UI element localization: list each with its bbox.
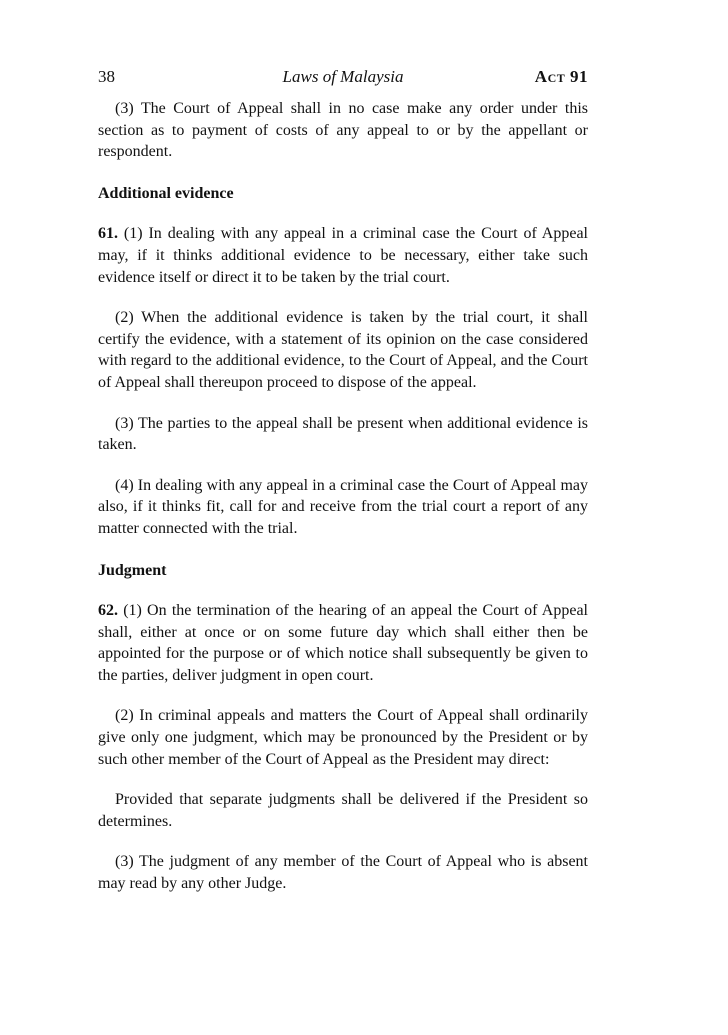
act-label: Act 91 [534,67,588,86]
section-62-subsection-2: (2) In criminal appeals and matters the Court of Appeal shall ordinarily give only one judgment, which may be pronounced by the President or by such other member of the Court of Appeal as the President may direct: [98,707,588,768]
section-60-subsection-3: (3) The Court of Appeal shall in no case make any order under this section as to payment of costs of any appeal to or by the appellant or respondent. [98,100,588,161]
section-61-subsection-3: (3) The parties to the appeal shall be present when additional evidence is taken. [98,414,588,454]
page-number: 38 [98,67,115,86]
section-62-subsection-1-text: (1) On the termination of the hearing of an appeal the Court of Appeal shall, either at once or on some future day which shall either then be appointed for the purpose or of which notice shall subsequently be given to the parties, deliver judgment in open court. [98,602,589,684]
section-62-number: 62. [98,602,118,620]
running-header [98,66,588,90]
document-page [98,66,588,895]
section-61-subsection-2: (2) When the additional evidence is taken by the trial court, it shall certify the evidence, with a statement of its opinion on the case considered with regard to the additional evidence, to the Court of Appeal, and the Court of Appeal shall thereupon proceed to dispose of the appeal. [98,309,588,391]
book-title: Laws of Malaysia [282,67,404,86]
section-62-subsection-3: (3) The judgment of any member of the Court of Appeal who is absent may read by any other Judge. [98,853,588,893]
section-61-subsection-4: (4) In dealing with any appeal in a criminal case the Court of Appeal may also, if it thinks fit, call for and receive from the trial court a report of any matter connected with the trial. [98,476,588,537]
section-61-subsection-1-text: (1) In dealing with any appeal in a criminal case the Court of Appeal may, if it thinks additional evidence to be necessary, either take such evidence itself or direct it to be taken by the trial court. [98,225,589,286]
heading-judgment: Judgment [98,561,167,579]
section-61-subsection-1 [98,223,588,288]
section-62-subsection-1 [98,600,588,686]
section-62-proviso: Provided that separate judgments shall be delivered if the President so determines. [98,791,588,830]
heading-additional-evidence: Additional evidence [98,184,234,202]
section-61-number: 61. [98,225,118,243]
